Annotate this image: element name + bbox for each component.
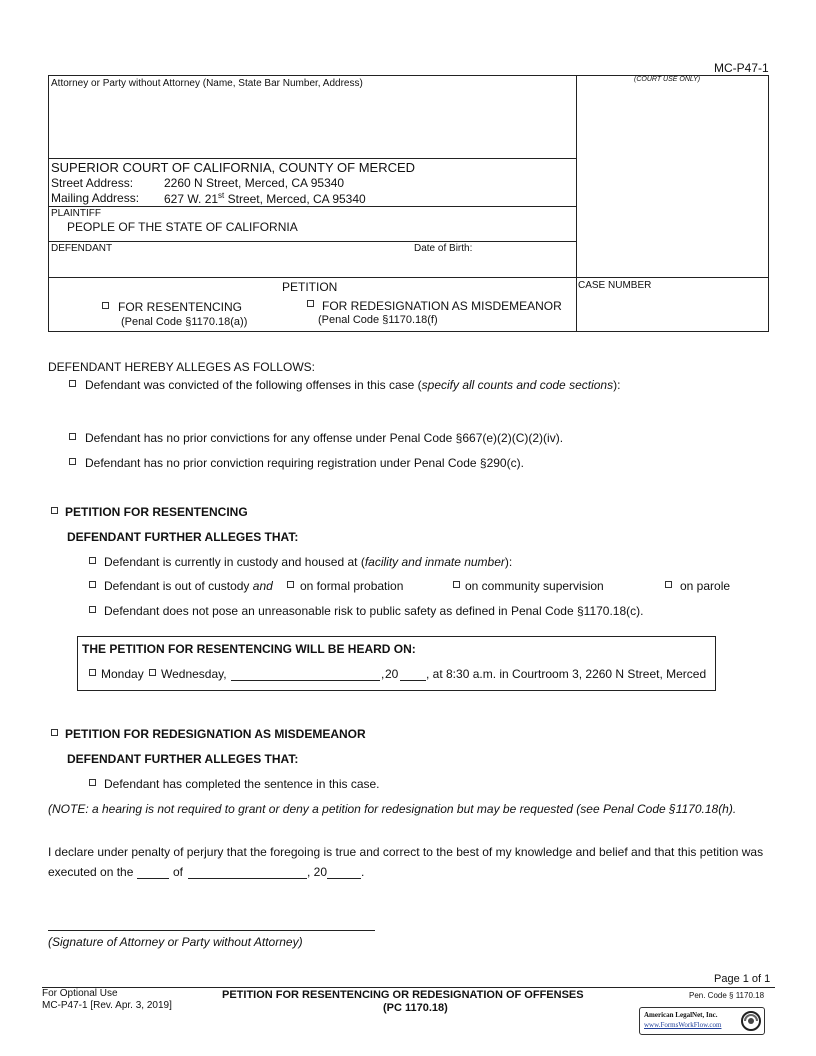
redesignation-further-alleges: DEFENDANT FURTHER ALLEGES THAT: <box>67 752 299 766</box>
sentence-completed-checkbox[interactable] <box>89 779 96 786</box>
mailing-label: Mailing Address: <box>51 191 140 205</box>
parole-checkbox[interactable] <box>665 581 672 588</box>
petition-resentencing-checkbox[interactable] <box>51 507 58 514</box>
legalnet-logo <box>639 1007 765 1035</box>
case-number-label: CASE NUMBER <box>578 280 652 291</box>
resentencing-option-label: FOR RESENTENCING <box>118 300 243 314</box>
logo-url: www.FormsWorkFlow.com <box>644 1021 722 1029</box>
case-number-field[interactable] <box>578 293 767 330</box>
monday-label: Monday <box>101 667 144 681</box>
court-use-area <box>578 88 767 275</box>
facility-field[interactable] <box>516 555 766 571</box>
form-id: MC-P47-1 <box>714 61 769 75</box>
community-supervision-label: on community supervision <box>465 579 604 593</box>
logo-company: American LegalNet, Inc. <box>644 1011 718 1019</box>
offenses-field[interactable] <box>85 394 765 428</box>
hearing-comma: , <box>381 667 385 681</box>
no-prior-convictions-text: Defendant has no prior convictions for any offense under Penal Code §667(e)(2)(C)(2)(iv). <box>85 431 564 445</box>
street-label: Street Address: <box>51 176 134 190</box>
defendant-label: DEFENDANT <box>51 243 113 254</box>
no-registration-checkbox[interactable] <box>69 458 76 465</box>
signature-field[interactable] <box>48 930 375 931</box>
dob-label: Date of Birth: <box>414 243 473 254</box>
resentencing-option-code: (Penal Code §1170.18(a)) <box>121 316 248 328</box>
sentence-completed-text: Defendant has completed the sentence in this case. <box>104 777 380 791</box>
alleges-heading: DEFENDANT HEREBY ALLEGES AS FOLLOWS: <box>48 360 315 374</box>
court-name: SUPERIOR COURT OF CALIFORNIA, COUNTY OF MERCED <box>51 160 416 175</box>
hearing-year-field[interactable] <box>400 680 426 681</box>
redesignation-option-checkbox[interactable] <box>307 300 314 307</box>
community-supervision-checkbox[interactable] <box>453 581 460 588</box>
executed-month-field[interactable] <box>188 878 307 879</box>
page-number: Page 1 of 1 <box>714 973 771 985</box>
convicted-checkbox[interactable] <box>69 380 76 387</box>
redesignation-option-label: FOR REDESIGNATION AS MISDEMEANOR <box>322 299 562 313</box>
out-of-custody-checkbox[interactable] <box>89 581 96 588</box>
footer-code: Pen. Code § 1170.18 <box>689 991 765 1000</box>
in-custody-text: Defendant is currently in custody and housed at (facility and inmate number): <box>104 555 513 569</box>
no-prior-convictions-checkbox[interactable] <box>69 433 76 440</box>
hearing-heading: THE PETITION FOR RESENTENCING WILL BE HEARD ON: <box>82 642 416 656</box>
hearing-date-field[interactable] <box>231 680 380 681</box>
no-risk-text: Defendant does not pose an unreasonable risk to public safety as defined in Penal Code §1170.18(c). <box>104 604 644 618</box>
executed-period: . <box>361 865 365 879</box>
footer-title: PETITION FOR RESENTENCING OR REDESIGNATION OF OFFENSES <box>222 989 584 1001</box>
caption-divider <box>576 75 577 331</box>
no-risk-checkbox[interactable] <box>89 606 96 613</box>
wednesday-checkbox[interactable] <box>149 669 156 676</box>
optional-use: For Optional Use <box>42 988 118 999</box>
logo-swirl-icon <box>740 1010 762 1032</box>
out-of-custody-text: Defendant is out of custody and <box>104 579 273 593</box>
monday-checkbox[interactable] <box>89 669 96 676</box>
in-custody-checkbox[interactable] <box>89 557 96 564</box>
plaintiff-value: PEOPLE OF THE STATE OF CALIFORNIA <box>67 220 298 234</box>
redesignation-note: (NOTE: a hearing is not required to grant or deny a petition for redesignation but may be requested (see Penal Code §1170.18(h). <box>48 802 737 816</box>
hearing-year-prefix: 20 <box>385 667 399 681</box>
executed-day-field[interactable] <box>137 878 169 879</box>
executed-year-prefix: , 20 <box>307 865 328 879</box>
court-use-label: (COURT USE ONLY) <box>634 76 701 83</box>
executed-of-label: of <box>173 865 184 879</box>
attorney-field[interactable] <box>50 92 574 156</box>
wednesday-label: Wednesday, <box>161 667 227 681</box>
petition-redesignation-checkbox[interactable] <box>51 729 58 736</box>
convicted-text: Defendant was convicted of the following offenses in this case (specify all counts and code sections): <box>85 378 621 392</box>
petition-redesignation-heading: PETITION FOR REDESIGNATION AS MISDEMEANOR <box>65 727 366 741</box>
parole-label: on parole <box>680 579 731 593</box>
formal-probation-checkbox[interactable] <box>287 581 294 588</box>
plaintiff-label: PLAINTIFF <box>51 208 102 219</box>
hearing-time-location: , at 8:30 a.m. in Courtroom 3, 2260 N Street, Merced <box>426 667 707 681</box>
redesignation-option-code: (Penal Code §1170.18(f) <box>318 314 438 326</box>
form-revision: MC-P47-1 [Rev. Apr. 3, 2019] <box>42 1000 172 1011</box>
signature-label: (Signature of Attorney or Party without Attorney) <box>48 935 303 949</box>
executed-year-field[interactable] <box>327 878 361 879</box>
dob-field[interactable] <box>476 243 574 273</box>
street-value: 2260 N Street, Merced, CA 95340 <box>164 176 345 190</box>
formal-probation-label: on formal probation <box>300 579 404 593</box>
footer-rule <box>42 987 775 988</box>
executed-on-label: executed on the <box>48 865 134 879</box>
defendant-field[interactable] <box>50 254 405 275</box>
footer-subtitle: (PC 1170.18) <box>383 1002 448 1014</box>
declaration-text: I declare under penalty of perjury that the foregoing is true and correct to the best of my knowledge and belief and that this petition was <box>48 845 764 859</box>
petition-title: PETITION <box>282 280 338 294</box>
no-registration-text: Defendant has no prior conviction requiring registration under Penal Code §290(c). <box>85 456 524 470</box>
mailing-value: 627 W. 21st Street, Merced, CA 95340 <box>164 191 366 206</box>
resentencing-further-alleges: DEFENDANT FURTHER ALLEGES THAT: <box>67 530 299 544</box>
resentencing-option-checkbox[interactable] <box>102 302 109 309</box>
petition-resentencing-heading: PETITION FOR RESENTENCING <box>65 505 248 519</box>
attorney-label: Attorney or Party without Attorney (Name, State Bar Number, Address) <box>51 78 363 89</box>
